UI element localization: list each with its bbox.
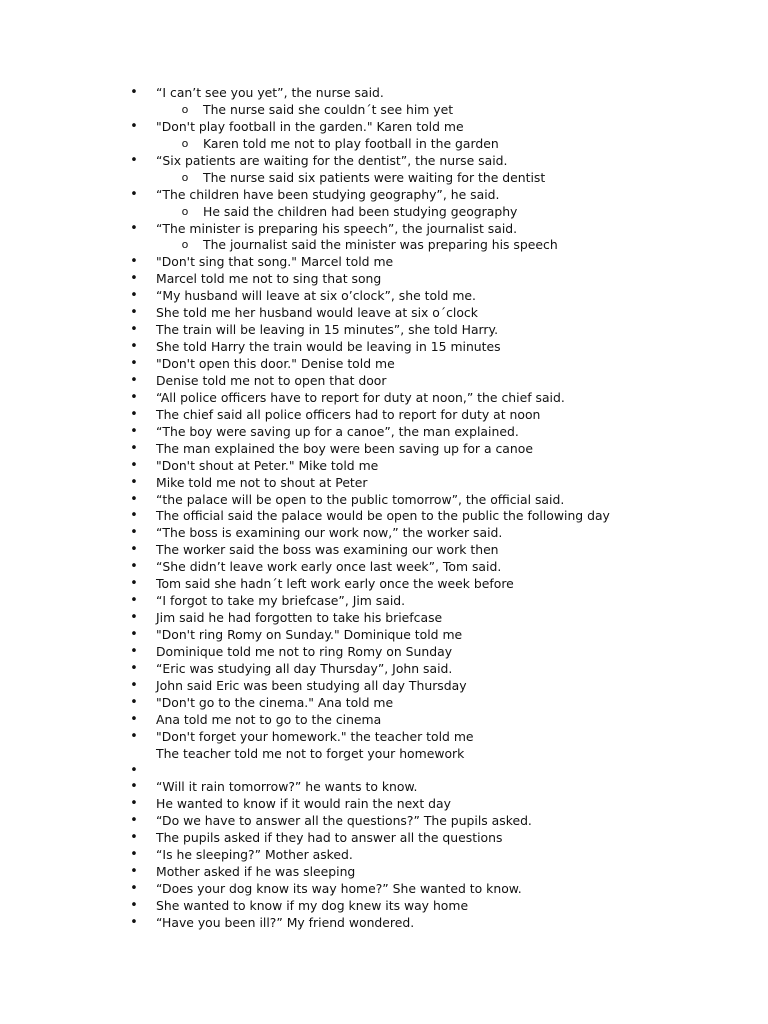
list-item	[0, 881, 768, 898]
list-item-text: "Don't shout at Peter." Mike told me	[156, 457, 379, 473]
list-item	[0, 390, 768, 407]
list-item	[0, 475, 768, 492]
list-item-text: “All police officers have to report for duty at noon,” the chief said.	[156, 389, 565, 405]
bullet-icon: •	[130, 813, 138, 829]
list-item-text: She wanted to know if my dog knew its way home	[156, 898, 469, 913]
bullet-icon: •	[130, 305, 138, 321]
list-item-text: Tom said she hadn´t left work early once the week before	[156, 576, 514, 592]
list-item	[0, 119, 768, 136]
list-item	[0, 576, 768, 593]
list-item	[0, 542, 768, 559]
list-item-text: Mike told me not to shout at Peter	[156, 474, 368, 490]
list-item	[0, 254, 768, 271]
list-item	[0, 864, 768, 881]
list-item	[0, 678, 768, 695]
list-item	[0, 508, 768, 525]
bullet-icon: •	[130, 847, 138, 863]
list-item-text: The worker said the boss was examining our work then	[156, 542, 499, 558]
bullet-icon: •	[130, 85, 138, 100]
list-item	[0, 593, 768, 610]
list-item-text: “Have you been ill?” My friend wondered.	[156, 914, 415, 930]
bullet-icon: •	[130, 389, 138, 405]
list-item	[0, 458, 768, 475]
list-item	[0, 610, 768, 627]
list-item	[0, 644, 768, 661]
list-item-text: The chief said all police officers had to report for duty at noon	[156, 406, 541, 422]
list-item-text: The pupils asked if they had to answer all the questions	[156, 830, 503, 846]
list-item-text: “Do we have to answer all the questions?” The pupils asked.	[156, 813, 532, 829]
sub-list-item	[0, 237, 768, 254]
list-item-text: “The children have been studying geography”, he said.	[156, 186, 500, 202]
list-item-text: She told Harry the train would be leaving in 15 minutes	[156, 339, 501, 355]
sub-list-item	[0, 102, 768, 119]
hollow-bullet-icon: o	[181, 170, 189, 184]
list-item	[0, 305, 768, 322]
list-item-text: The nurse said six patients were waiting for the dentist	[203, 169, 546, 185]
bullet-icon: •	[130, 610, 138, 626]
bullet-icon: •	[130, 372, 138, 388]
list-item-text: The man explained the boy were been saving up for a canoe	[156, 440, 533, 456]
bullet-list	[0, 85, 768, 932]
list-item-text: Ana told me not to go to the cinema	[156, 711, 382, 727]
bullet-icon: •	[130, 762, 138, 778]
list-item-text: “Does your dog know its way home?” She wanted to know.	[156, 881, 522, 897]
bullet-icon: •	[130, 728, 138, 744]
list-item	[0, 441, 768, 458]
bullet-icon: •	[130, 356, 138, 371]
list-item-text: “The boy were saving up for a canoe”, the man explained.	[156, 423, 519, 439]
bullet-icon: •	[130, 525, 138, 541]
list-item-text: “I can’t see you yet”, the nurse said.	[156, 85, 384, 100]
list-item	[0, 153, 768, 170]
list-item	[0, 407, 768, 424]
bullet-icon: •	[130, 711, 138, 727]
list-item	[0, 779, 768, 796]
list-item-text: He wanted to know if it would rain the next day	[156, 796, 451, 812]
bullet-icon: •	[130, 118, 138, 134]
bullet-icon: •	[130, 677, 138, 693]
list-item-text: Jim said he had forgotten to take his briefcase	[156, 610, 443, 626]
bullet-icon: •	[130, 779, 138, 795]
list-item	[0, 187, 768, 204]
list-item	[0, 525, 768, 542]
bullet-icon: •	[130, 864, 138, 880]
bullet-icon: •	[130, 593, 138, 609]
list-item	[0, 847, 768, 864]
bullet-icon: •	[130, 627, 138, 642]
list-item	[0, 712, 768, 729]
list-item	[0, 492, 768, 509]
bullet-icon: •	[130, 254, 138, 270]
bullet-icon: •	[130, 660, 138, 676]
list-item	[0, 830, 768, 847]
bullet-icon: •	[130, 576, 138, 592]
list-item-text: “Will it rain tomorrow?” he wants to know.	[156, 779, 418, 795]
bullet-icon: •	[130, 474, 138, 490]
list-item	[0, 695, 768, 712]
bullet-icon: •	[130, 559, 138, 575]
list-item	[0, 763, 768, 780]
list-item-text: “The minister is preparing his speech”, the journalist said.	[156, 220, 518, 236]
hollow-bullet-icon: o	[181, 238, 189, 252]
list-item-text: Karen told me not to play football in the garden	[203, 135, 499, 151]
sub-list-item	[0, 170, 768, 187]
list-item-text: The nurse said she couldn´t see him yet	[203, 101, 454, 117]
bullet-icon: •	[130, 898, 138, 913]
list-item	[0, 627, 768, 644]
list-item	[0, 271, 768, 288]
sub-list-item	[0, 136, 768, 153]
bullet-icon: •	[130, 643, 138, 659]
list-item-text: “the palace will be open to the public tomorrow”, the official said.	[156, 491, 565, 507]
list-item-text: “She didn’t leave work early once last week”, Tom said.	[156, 559, 502, 575]
list-item	[0, 373, 768, 390]
list-item-text: “Eric was studying all day Thursday”, John said.	[156, 660, 453, 676]
list-item-text: The official said the palace would be open to the public the following day	[156, 508, 610, 524]
list-item-text: “Six patients are waiting for the dentist”, the nurse said.	[156, 152, 508, 168]
list-item	[0, 322, 768, 339]
list-item-text: The train will be leaving in 15 minutes”, she told Harry.	[156, 322, 499, 338]
bullet-icon: •	[130, 491, 138, 507]
list-item-text: "Don't ring Romy on Sunday." Dominique told me	[156, 627, 463, 642]
list-item-text: "Don't go to the cinema." Ana told me	[156, 694, 394, 710]
hollow-bullet-icon: o	[181, 102, 189, 116]
sub-list-item	[0, 204, 768, 221]
list-item-text: "Don't forget your homework." the teacher told me	[156, 728, 474, 744]
bullet-icon: •	[130, 830, 138, 846]
list-item	[0, 424, 768, 441]
bullet-icon: •	[130, 914, 138, 930]
bullet-icon: •	[130, 406, 138, 422]
bullet-icon: •	[130, 186, 138, 202]
bullet-icon: •	[130, 288, 138, 304]
list-item-text: The teacher told me not to forget your homework	[156, 745, 465, 761]
bullet-icon: •	[130, 457, 138, 473]
hollow-bullet-icon: o	[181, 204, 189, 218]
list-item-text: "Don't open this door." Denise told me	[156, 356, 395, 371]
list-item-text: Denise told me not to open that door	[156, 372, 387, 388]
list-item-text: The journalist said the minister was preparing his speech	[203, 237, 558, 253]
hollow-bullet-icon: o	[181, 136, 189, 150]
list-item-text: Marcel told me not to sing that song	[156, 271, 382, 287]
bullet-icon: •	[130, 508, 138, 524]
list-item-text: "Don't sing that song." Marcel told me	[156, 254, 394, 270]
bullet-icon: •	[130, 339, 138, 355]
list-item	[0, 85, 768, 102]
bullet-icon: •	[130, 220, 138, 236]
bullet-icon: •	[130, 796, 138, 812]
list-item	[0, 746, 768, 763]
bullet-icon: •	[130, 542, 138, 558]
list-item-text: “I forgot to take my briefcase”, Jim said.	[156, 593, 406, 609]
list-item-text: Mother asked if he was sleeping	[156, 864, 356, 880]
list-item-text: He said the children had been studying geography	[203, 203, 518, 219]
bullet-icon: •	[130, 694, 138, 710]
list-item-text: “The boss is examining our work now,” the worker said.	[156, 525, 503, 541]
list-item-text: John said Eric was been studying all day Thursday	[156, 677, 467, 693]
list-item-text: “Is he sleeping?” Mother asked.	[156, 847, 353, 863]
bullet-icon: •	[130, 423, 138, 439]
bullet-icon: •	[130, 881, 138, 897]
list-item	[0, 356, 768, 373]
list-item	[0, 796, 768, 813]
list-item	[0, 898, 768, 915]
list-item	[0, 813, 768, 830]
list-item	[0, 288, 768, 305]
list-item	[0, 221, 768, 238]
list-item	[0, 661, 768, 678]
list-item	[0, 559, 768, 576]
bullet-icon: •	[130, 440, 138, 456]
list-item	[0, 915, 768, 932]
list-item-text: Dominique told me not to ring Romy on Sunday	[156, 643, 453, 659]
list-item-text: "Don't play football in the garden." Karen told me	[156, 118, 464, 134]
bullet-icon: •	[130, 322, 138, 338]
list-item	[0, 729, 768, 746]
list-item	[0, 339, 768, 356]
list-item-text: She told me her husband would leave at six o´clock	[156, 305, 478, 321]
list-item-text: “My husband will leave at six o’clock”, she told me.	[156, 288, 476, 304]
bullet-icon: •	[130, 152, 138, 168]
bullet-icon: •	[130, 271, 138, 287]
